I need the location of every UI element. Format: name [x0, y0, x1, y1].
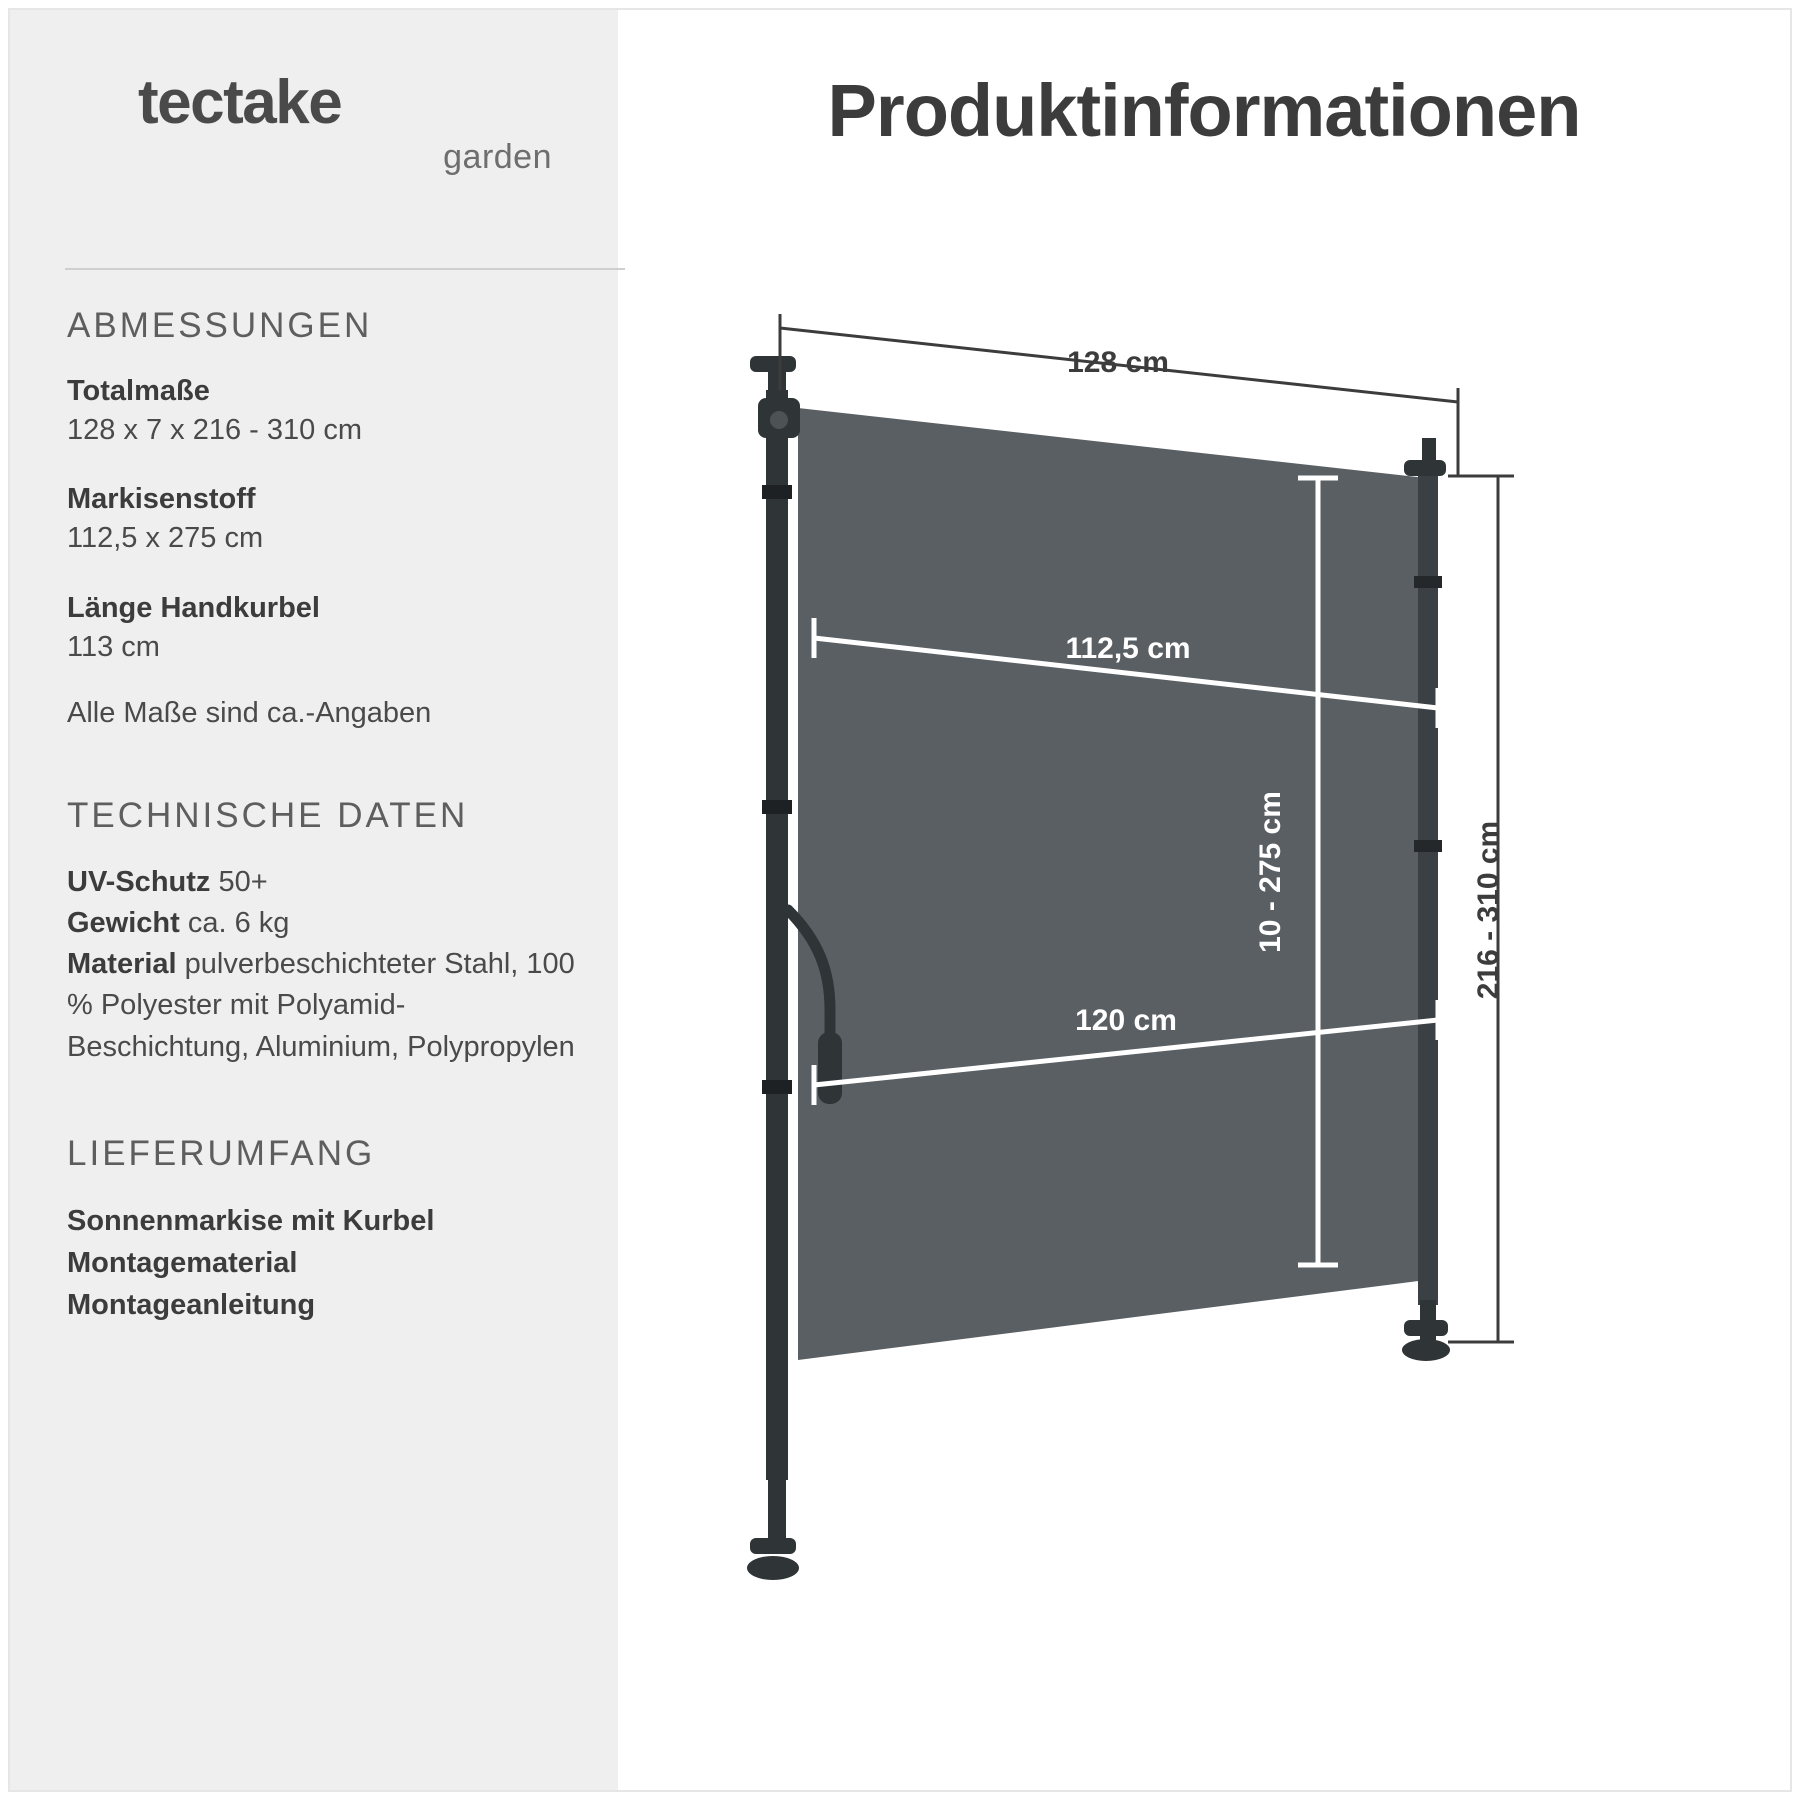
- technical-item: [67, 944, 587, 1068]
- technical-item: [67, 903, 587, 944]
- technical-value: ca. 6 kg: [187, 907, 290, 940]
- dimension-label: Markisenstoff: [67, 483, 256, 516]
- dimension-total-height: [1448, 476, 1514, 1342]
- section-title-supply: LIEFERUMFANG: [67, 1133, 376, 1173]
- dimension-label-top-width: 128 cm: [1067, 346, 1169, 379]
- technical-label: Material: [67, 948, 177, 981]
- dimension-item: [67, 589, 587, 667]
- supply-item: Montagematerial: [67, 1246, 298, 1279]
- brand-subline: garden: [443, 138, 552, 176]
- supply-item: Sonnenmarkise mit Kurbel: [67, 1204, 435, 1237]
- main-panel: [618, 10, 1790, 1790]
- dimension-label: Länge Handkurbel: [67, 591, 320, 624]
- sidebar-content: [67, 306, 587, 1326]
- dimension-label-drop-height: 10 - 275 cm: [1254, 791, 1287, 953]
- dimension-item: [67, 372, 587, 450]
- dimension-value: 113 cm: [67, 630, 160, 663]
- spec-sidebar: [10, 10, 618, 1790]
- supply-item: Montageanleitung: [67, 1288, 316, 1321]
- dimension-label-total-height: 216 - 310 cm: [1472, 820, 1505, 1000]
- section-title-technical: TECHNISCHE DATEN: [67, 795, 469, 835]
- technical-label: Gewicht: [67, 907, 180, 940]
- section-title-dimensions: ABMESSUNGEN: [67, 306, 373, 345]
- product-diagram: [618, 280, 1790, 1700]
- dimensions-note: Alle Maße sind ca.-Angaben: [67, 696, 432, 729]
- brand-name: tectake: [138, 68, 342, 137]
- technical-label: UV-Schutz: [67, 865, 211, 898]
- technical-value: pulverbeschichteter Stahl, 100 % Polyester mit Polyamid-Beschichtung, Aluminium, Polypropylen: [67, 948, 575, 1063]
- sidebar-divider: [65, 268, 625, 270]
- dimension-label-fabric-width: 112,5 cm: [1065, 632, 1191, 665]
- dimension-label: Totalmaße: [67, 375, 210, 407]
- page-title: Produktinformationen: [827, 69, 1581, 152]
- technical-item: [67, 862, 587, 903]
- dimension-value: 112,5 x 275 cm: [67, 522, 264, 555]
- dimension-label-bottom-width: 120 cm: [1075, 1004, 1177, 1037]
- dimension-item: [67, 480, 587, 558]
- dimension-value: 128 x 7 x 216 - 310 cm: [67, 414, 362, 447]
- awning-fabric: [798, 408, 1426, 1360]
- brand-logo: [138, 68, 558, 177]
- technical-value: 50+: [218, 865, 268, 898]
